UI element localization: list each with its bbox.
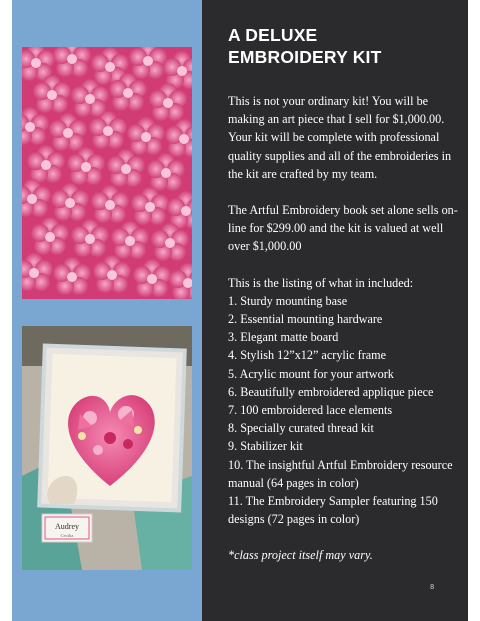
- page-title: [228, 24, 458, 68]
- list-item: 2. Essential mounting hardware: [228, 312, 383, 327]
- intro-paragraph: This is not your ordinary kit! You will be making an art piece that I sell for $1,000.00. Your kit will be complete with professional quality supplies and all of the embroideries in the kit are crafted by my team.: [228, 94, 452, 181]
- right-panel: [202, 0, 468, 621]
- left-panel: [12, 0, 202, 621]
- list-item: 3. Elegant matte board: [228, 330, 339, 345]
- class-project-note: *class project itself may vary.: [228, 548, 373, 563]
- list-item: 11. The Embroidery Sampler featuring 150 designs (72 pages in color): [228, 494, 438, 527]
- embroidered-flowers-photo: [22, 47, 192, 299]
- kit-items-list: [228, 292, 462, 529]
- book-value-paragraph: The Artful Embroidery book set alone sells on-line for $299.00 and the kit is valued at well over $1,000.00: [228, 203, 458, 254]
- framed-heart-artwork-photo: [22, 326, 192, 570]
- list-item: 8. Specially curated thread kit: [228, 421, 374, 436]
- name-card-name: Audrey: [55, 522, 79, 531]
- name-card-subtitle: Cecilia: [60, 533, 74, 538]
- title-line-2: EMBROIDERY KIT: [228, 47, 382, 67]
- list-item: 10. The insightful Artful Embroidery resource manual (64 pages in color): [228, 457, 453, 490]
- listing-intro: This is the listing of what in included:: [228, 275, 414, 290]
- list-item: 9. Stabilizer kit: [228, 439, 303, 454]
- kit-description: [228, 92, 462, 583]
- page-number: 8: [430, 584, 434, 591]
- list-item: 7. 100 embroidered lace elements: [228, 403, 393, 418]
- list-item: 4. Stylish 12”x12” acrylic frame: [228, 348, 387, 363]
- list-item: 6. Beautifully embroidered applique piece: [228, 384, 434, 399]
- list-item: 5. Acrylic mount for your artwork: [228, 366, 394, 381]
- list-item: 1. Sturdy mounting base: [228, 293, 348, 308]
- title-line-1: A DELUXE: [228, 25, 318, 45]
